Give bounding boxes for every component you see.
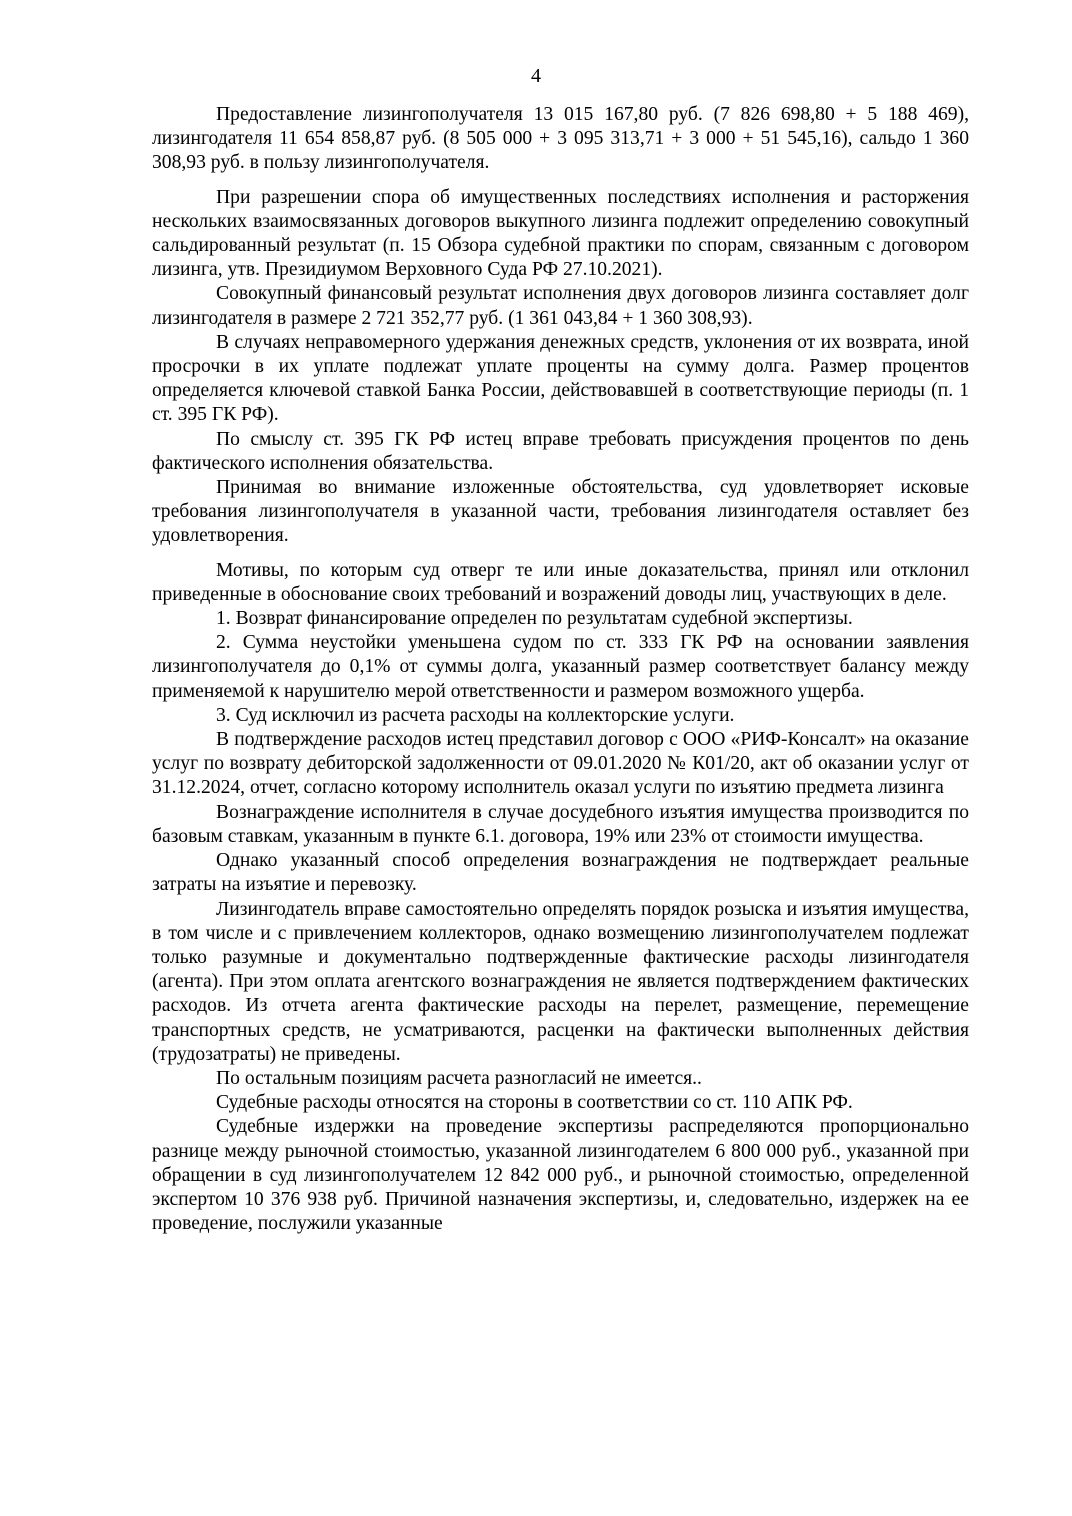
paragraph-item-2: 2. Сумма неустойки уменьшена судом по ст. 333 ГК РФ на основании заявления лизингополучателя до 0,1% от суммы долга, указанный размер соответствует балансу между применяемой к нарушителю мерой ответственности и размером возможного ущерба. xyxy=(152,632,969,702)
paragraph-court-decision: Принимая во внимание изложенные обстоятельства, суд удовлетворяет исковые требования лизингополучателя в указанной части, требования лизингодателя оставляет без удовлетворения. xyxy=(152,477,969,547)
paragraph-fee-not-confirmed: Однако указанный способ определения вознаграждения не подтверждает реальные затраты на изъятие и перевозку. xyxy=(152,850,969,896)
paragraph-fee-rates: Вознаграждение исполнителя в случае досудебного изъятия имущества производится по базовым ставкам, указанным в пункте 6.1. договора, 19% или 23% от стоимости имущества. xyxy=(152,801,969,847)
paragraph-item-1: 1. Возврат финансирование определен по результатам судебной экспертизы. xyxy=(216,608,853,630)
paragraph-court-costs: Судебные расходы относятся на стороны в соответствии со ст. 110 АПК РФ. xyxy=(216,1092,853,1114)
paragraph-interest-until-payment: По смыслу ст. 395 ГК РФ истец вправе требовать присуждения процентов по день фактического исполнения обязательства. xyxy=(152,428,969,474)
paragraph-no-disagreements: По остальным позициям расчета разногласий не имеется.. xyxy=(216,1067,702,1089)
paragraph-combined-result-rule: При разрешении спора об имущественных последствиях исполнения и расторжения нескольких взаимосвязанных договоров выкупного лизинга подлежит определению совокупный сальдированный результат (п. 15 Обзора судебной практики по спорам, связанным с договором лизинга, утв. Президиумом Верховного Суда РФ 27.10.2021). xyxy=(152,186,969,281)
paragraph-motives: Мотивы, по которым суд отверг те или иные доказательства, принял или отклонил приведенные в обоснование своих требований и возражений доводы лиц, участвующих в деле. xyxy=(152,559,969,605)
paragraph-collector-contract: В подтверждение расходов истец представил договор с ООО «РИФ-Консалт» на оказание услуг по возврату дебиторской задолженности от 09.01.2020 № К01/20, акт об оказании услуг от 31.12.2024, отчет, согласно которому исполнитель оказал услуги по изъятию предмета лизинга xyxy=(152,729,969,799)
paragraph-interest-rule: В случаях неправомерного удержания денежных средств, уклонения от их возврата, иной просрочки в их уплате подлежат уплате проценты на сумму долга. Размер процентов определяется ключевой ставкой Банка России, действовавшей в соответствующие периоды (п. 1 ст. 395 ГК РФ). xyxy=(152,331,969,426)
paragraph-item-3: 3. Суд исключил из расчета расходы на коллекторские услуги. xyxy=(216,704,735,726)
paragraph-combined-result: Совокупный финансовый результат исполнения двух договоров лизинга составляет долг лизингодателя в размере 2 721 352,77 руб. (1 361 043,84 + 1 360 308,93). xyxy=(152,283,969,329)
paragraph-expertise-costs: Судебные издержки на проведение экспертизы распределяются пропорционально разнице между рыночной стоимостью, указанной лизингодателем 6 800 000 руб., указанной при обращении в суд лизингополучателем 12 842 000 руб., и рыночной стоимостью, определенной экспертом 10 376 938 руб. Причиной назначения экспертизы, и, следовательно, издержек на ее проведение, послужили указанные xyxy=(152,1116,969,1235)
page-number: 4 xyxy=(531,65,541,87)
paragraph-settlement-amounts: Предоставление лизингополучателя 13 015 167,80 руб. (7 826 698,80 + 5 188 469), лизингодателя 11 654 858,87 руб. (8 505 000 + 3 095 313,71 + 3 000 + 51 545,16), сальдо 1 360 308,93 руб. в пользу лизингополучателя. xyxy=(152,104,969,174)
document-body xyxy=(152,103,969,1236)
paragraph-lessor-rights: Лизингодатель вправе самостоятельно определять порядок розыска и изъятия имущества, в том числе и с привлечением коллекторов, однако возмещению лизингополучателем подлежат только разумные и документально подтвержденные фактические расходы лизингодателя (агента). При этом оплата агентского вознаграждения не является подтверждением фактических расходов. Из отчета агента фактические расходы на перелет, размещение, перемещение транспортных средств, не усматриваются, расценки на фактически выполненных действия (трудозатраты) не приведены. xyxy=(152,898,969,1065)
